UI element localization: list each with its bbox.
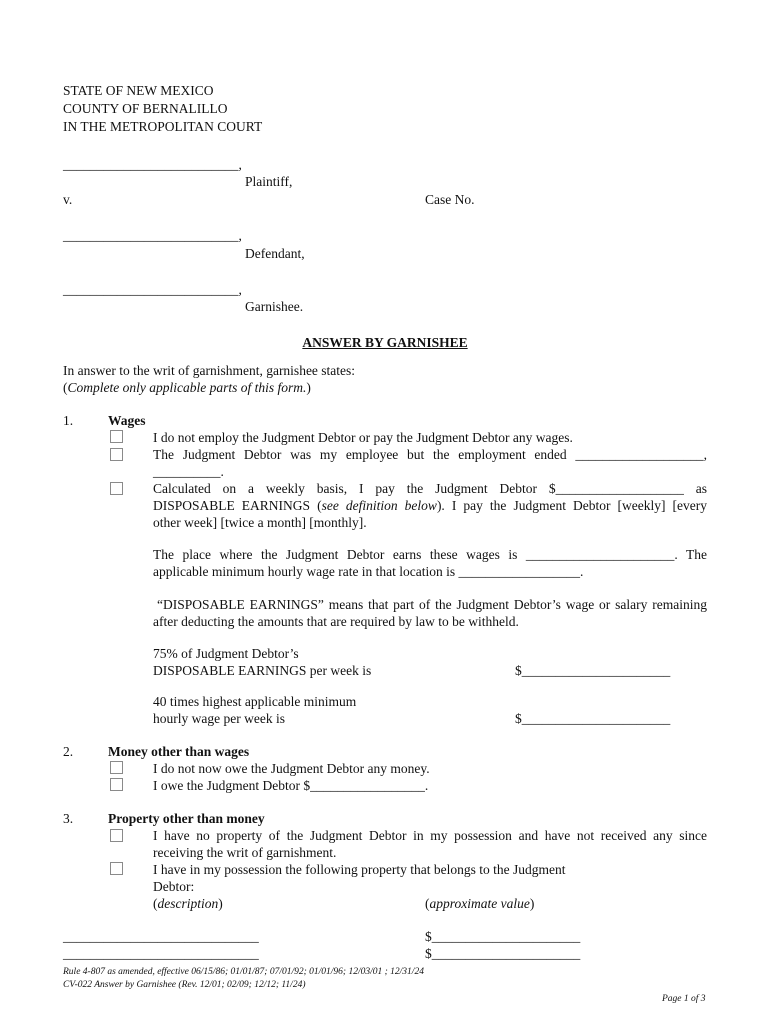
calc2-label-line2: hourly wage per week is (153, 711, 285, 726)
section3-option2-line1: I have in my possession the following property that belongs to the Judgment (153, 862, 566, 877)
section1-place-line1: The place where the Judgment Debtor earns these wages is ______________________. The (153, 547, 707, 562)
property-value-header: (approximate value) (425, 896, 535, 911)
property-row1-value[interactable]: $______________________ (425, 929, 581, 944)
property-row2-value[interactable]: $______________________ (425, 946, 581, 961)
garnishee-label: Garnishee. (245, 299, 304, 314)
definition-line2: after deducting the amounts that are required by law to be withheld. (153, 614, 519, 629)
section3-option2-line2: Debtor: (153, 879, 195, 894)
section2-number: 2. (63, 744, 74, 759)
calc1-label-line1: 75% of Judgment Debtor’s (153, 646, 299, 661)
section1-option1-checkbox[interactable] (110, 430, 123, 443)
section2-option2-checkbox[interactable] (110, 778, 123, 791)
section1-option3-line3: other week] [twice a month] [monthly]. (153, 515, 367, 530)
calc2-amount-blank[interactable]: $______________________ (515, 711, 671, 726)
court-name: IN THE METROPOLITAN COURT (63, 119, 263, 134)
section1-number: 1. (63, 413, 74, 428)
section2-option2-text: I owe the Judgment Debtor $_________________. (153, 778, 429, 793)
intro-statement: In answer to the writ of garnishment, garnishee states: (63, 363, 356, 378)
section3-option2-checkbox[interactable] (110, 862, 123, 875)
section3-heading: Property other than money (108, 811, 265, 826)
section2-heading: Money other than wages (108, 744, 250, 759)
section1-option2-text: The Judgment Debtor was my employee but the employment ended ___________________, (153, 447, 707, 462)
court-state: STATE OF NEW MEXICO (63, 83, 214, 98)
section1-option2-checkbox[interactable] (110, 448, 123, 461)
property-row2-description[interactable]: _____________________________ (63, 946, 259, 961)
versus-label: v. (63, 192, 73, 207)
section1-option3-checkbox[interactable] (110, 482, 123, 495)
section2-option1-checkbox[interactable] (110, 761, 123, 774)
calc2-label-line1: 40 times highest applicable minimum (153, 694, 357, 709)
intro-instruction: (Complete only applicable parts of this form.) (63, 380, 311, 395)
section3-option1-line2: receiving the writ of garnishment. (153, 845, 337, 860)
property-description-header: (description) (153, 896, 223, 911)
plaintiff-blank[interactable]: __________________________, (63, 157, 242, 172)
case-number-label: Case No. (425, 192, 475, 207)
section1-option1-text: I do not employ the Judgment Debtor or pay the Judgment Debtor any wages. (153, 430, 573, 445)
footer-form-id: CV-022 Answer by Garnishee (Rev. 12/01; 02/09; 12/12; 11/24) (63, 980, 306, 990)
section3-option1-checkbox[interactable] (110, 829, 123, 842)
section1-option3-line2: DISPOSABLE EARNINGS (see definition below). I pay the Judgment Debtor [weekly] [every (153, 498, 708, 513)
section1-option2-date-blank[interactable]: __________. (153, 464, 224, 479)
section1-place-line2: applicable minimum hourly wage rate in that location is __________________. (153, 564, 584, 579)
section1-option3-line1: Calculated on a weekly basis, I pay the Judgment Debtor $___________________ as (153, 481, 707, 496)
definition-line1: “DISPOSABLE EARNINGS” means that part of the Judgment Debtor’s wage or salary remaining (157, 597, 707, 612)
footer-page-number: Page 1 of 3 (662, 994, 706, 1004)
court-county: COUNTY OF BERNALILLO (63, 101, 228, 116)
section3-option1-line1: I have no property of the Judgment Debtor in my possession and have not received any since (153, 828, 707, 843)
calc1-label-line2: DISPOSABLE EARNINGS per week is (153, 663, 372, 678)
plaintiff-label: Plaintiff, (245, 174, 293, 189)
defendant-blank[interactable]: __________________________, (63, 228, 242, 243)
calc1-amount-blank[interactable]: $______________________ (515, 663, 671, 678)
defendant-label: Defendant, (245, 246, 305, 261)
section3-number: 3. (63, 811, 74, 826)
section1-heading: Wages (108, 413, 146, 428)
garnishee-blank[interactable]: __________________________, (63, 282, 242, 297)
section2-option1-text: I do not now owe the Judgment Debtor any money. (153, 761, 430, 776)
footer-rule: Rule 4-807 as amended, effective 06/15/86; 01/01/87; 07/01/92; 01/01/96; 12/03/01 ; 12/31/24 (63, 967, 424, 977)
document-title: ANSWER BY GARNISHEE (302, 335, 468, 350)
property-row1-description[interactable]: _____________________________ (63, 929, 259, 944)
